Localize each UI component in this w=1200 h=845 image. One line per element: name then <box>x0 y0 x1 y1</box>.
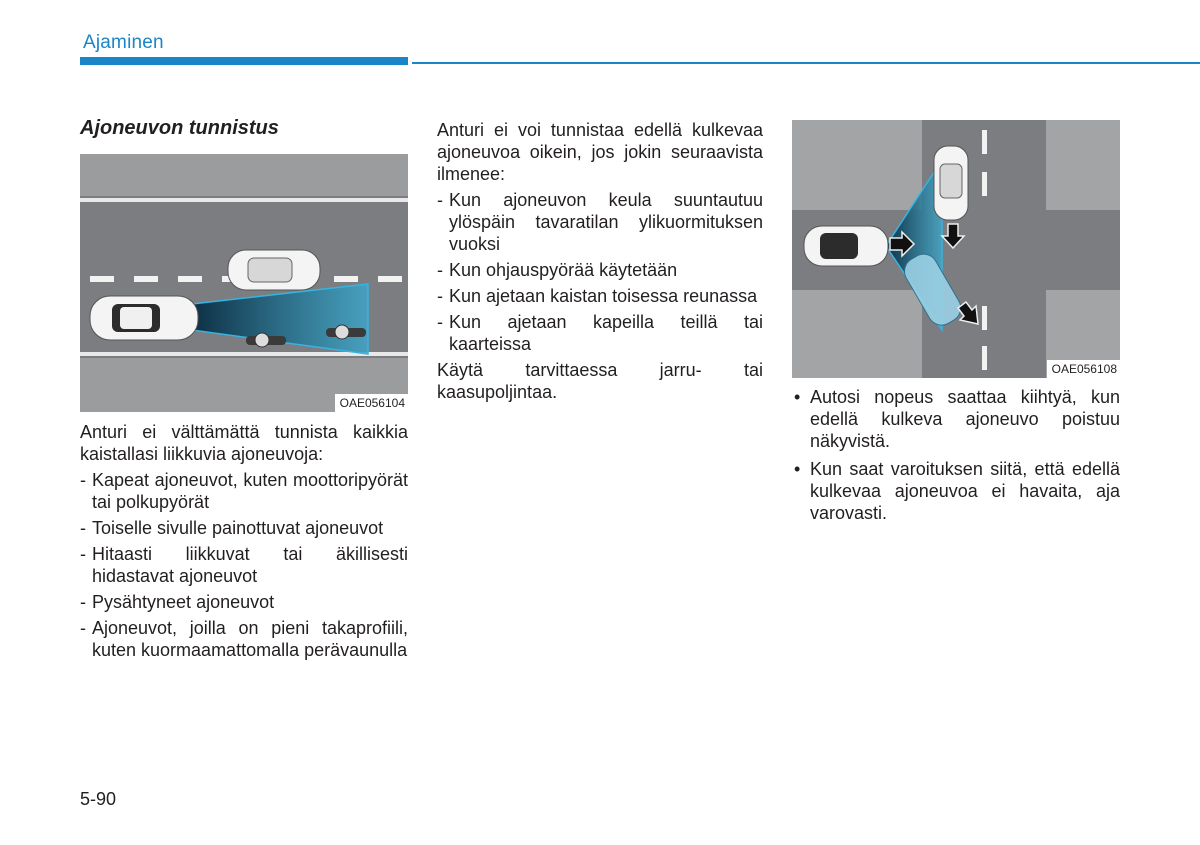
list-item: - Kun ajetaan kaistan toisessa reunassa <box>437 285 763 307</box>
middle-text <box>437 119 763 403</box>
lane-detection-illustration <box>80 154 408 412</box>
header-rule-thin <box>412 62 1200 64</box>
list-item: - Ajoneuvot, joilla on pieni takaprofiili, kuten kuormaamattomalla perävaunulla <box>80 617 408 661</box>
list-item: - Kun ajoneuvon keula suuntautuu ylöspäin tavaratilan ylikuormituksen vuoksi <box>437 189 763 255</box>
list-item: - Pysähtyneet ajoneuvot <box>80 591 408 613</box>
list-item: - Hitaasti liikkuvat tai äkillisesti hidastavat ajoneuvot <box>80 543 408 587</box>
figure-code: OAE056108 <box>1047 360 1120 378</box>
right-list <box>792 386 1120 524</box>
own-car <box>90 296 198 340</box>
middle-list <box>437 189 763 355</box>
list-item: • Autosi nopeus saattaa kiihtyä, kun edellä kulkeva ajoneuvo poistuu näkyvistä. <box>792 386 1120 452</box>
list-item: - Kun ohjauspyörää käytetään <box>437 259 763 281</box>
road-edge-top <box>80 198 408 202</box>
figure-code: OAE056104 <box>335 394 408 412</box>
middle-intro: Anturi ei voi tunnistaa edellä kulkevaa ajoneuvoa oikein, jos jokin seuraavista ilmenee: <box>437 120 763 184</box>
figure-lane-detection <box>80 154 408 412</box>
car-ahead-other-lane <box>228 250 320 290</box>
section-title: Ajaminen <box>83 32 164 53</box>
left-list <box>80 469 408 661</box>
list-item: - Kun ajetaan kapeilla teillä tai kaarteissa <box>437 311 763 355</box>
intersection-illustration <box>792 120 1120 378</box>
right-text <box>792 386 1120 530</box>
car-crossing <box>934 146 968 220</box>
figure-intersection <box>792 120 1120 378</box>
list-item: - Kapeat ajoneuvot, kuten moottoripyörät tai polkupyörät <box>80 469 408 513</box>
left-intro: Anturi ei välttämättä tunnista kaikkia kaistallasi liikkuvia ajoneuvoja: <box>80 422 408 464</box>
header-rule-thick <box>80 57 408 65</box>
left-text <box>80 421 408 661</box>
own-car <box>804 226 888 266</box>
list-item: - Toiselle sivulle painottuvat ajoneuvot <box>80 517 408 539</box>
page-number: 5-90 <box>80 789 117 809</box>
middle-outro: Käytä tarvittaessa jarru- tai kaasupoljintaa. <box>437 360 763 402</box>
list-item: • Kun saat varoituksen siitä, että edellä kulkevaa ajoneuvoa ei havaita, aja varovasti. <box>792 458 1120 524</box>
section-heading: Ajoneuvon tunnistus <box>80 117 279 139</box>
